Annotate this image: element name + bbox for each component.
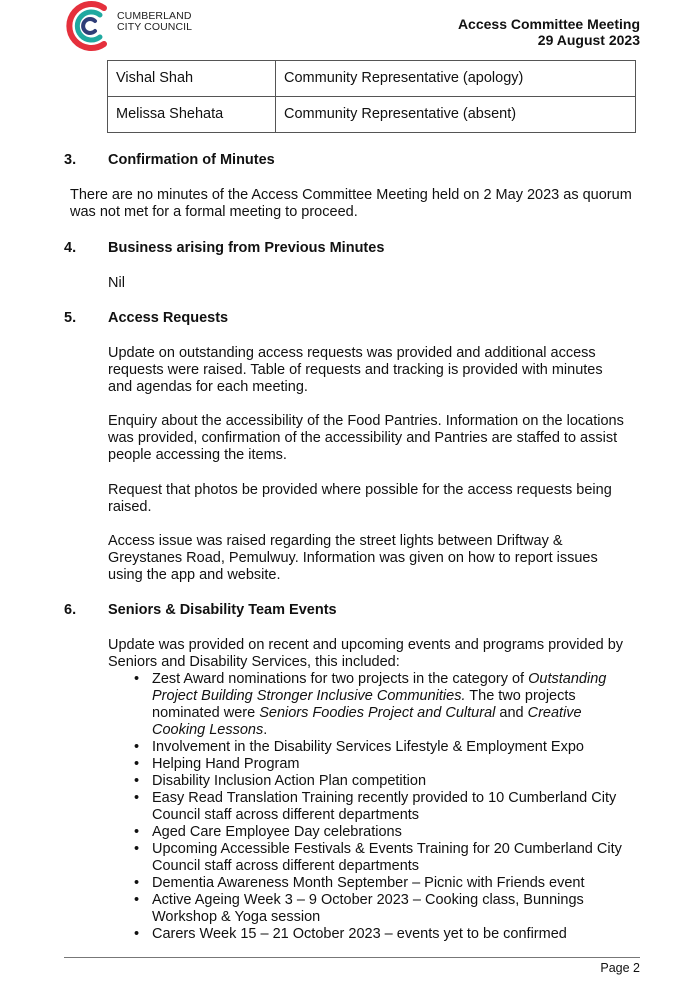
- section-title: Business arising from Previous Minutes: [108, 240, 385, 256]
- section-number: 3.: [64, 152, 77, 168]
- section-3-heading: [64, 152, 664, 169]
- section-number: 4.: [64, 240, 77, 256]
- list-item: • Disability Inclusion Action Plan competition: [134, 773, 427, 789]
- member-role: Community Representative (absent): [276, 97, 636, 133]
- meeting-title: Access Committee Meeting: [457, 16, 640, 32]
- list-item: • Upcoming Accessible Festivals & Events Training for 20 Cumberland City Council staff across different departments: [134, 841, 622, 874]
- section-title: Seniors & Disability Team Events: [108, 602, 337, 618]
- section-title: Confirmation of Minutes: [108, 152, 275, 168]
- bullet-icon: •: [134, 773, 140, 789]
- section-4-body: Nil: [108, 275, 125, 291]
- bullet-icon: •: [134, 824, 140, 840]
- events-intro: Update was provided on recent and upcoming events and programs provided by Seniors and Disability Services, this included:: [108, 637, 624, 670]
- bullet-icon: •: [134, 875, 140, 891]
- member-name: Vishal Shah: [108, 61, 276, 97]
- table-row: [108, 61, 636, 97]
- council-name-line1: CUMBERLAND: [117, 10, 192, 22]
- list-item: • Helping Hand Program: [134, 756, 300, 772]
- section-number: 5.: [64, 310, 77, 326]
- member-role: Community Representative (apology): [276, 61, 636, 97]
- council-logo-icon: [64, 0, 112, 52]
- bullet-icon: •: [134, 790, 140, 806]
- list-item: • Easy Read Translation Training recently provided to 10 Cumberland City Council staff across different departments: [134, 790, 617, 823]
- section-title: Access Requests: [108, 310, 229, 326]
- page-header: [0, 0, 682, 56]
- bullet-icon: •: [134, 756, 140, 772]
- access-requests-para-1: Update on outstanding access requests was provided and additional access requests were raised. Table of requests and tracking is provided with minutes and agendas for each meeting.: [108, 345, 603, 395]
- footer-divider: [64, 957, 640, 958]
- section-4-heading: [64, 240, 664, 257]
- access-requests-para-4: Access issue was raised regarding the street lights between Driftway & Greystanes Road, Pemulwuy. Information was given on how to report issues using the app and website.: [108, 533, 598, 583]
- list-item: • Involvement in the Disability Services Lifestyle & Employment Expo: [134, 739, 584, 755]
- council-name: [117, 11, 192, 33]
- meeting-info: [458, 16, 640, 48]
- meeting-date: 29 August 2023: [537, 32, 640, 48]
- section-5-heading: [64, 310, 664, 327]
- access-requests-para-2: Enquiry about the accessibility of the Food Pantries. Information on the locations was provided, confirmation of the accessibility and Pantries are staffed to assist people accessing the items.: [108, 413, 624, 463]
- bullet-icon: •: [134, 739, 140, 755]
- list-item: • Carers Week 15 – 21 October 2023 – events yet to be confirmed: [134, 926, 567, 942]
- list-item: • Zest Award nominations for two projects in the category of Outstanding Project Building Stronger Inclusive Communities. The two projects nominated were Seniors Foodies Project and Cultural and Creative Cooking Lessons.: [134, 671, 607, 738]
- events-list: [108, 671, 628, 943]
- attendance-table: [107, 60, 636, 133]
- access-requests-para-3: Request that photos be provided where possible for the access requests being raised.: [108, 482, 612, 515]
- list-item: • Active Ageing Week 3 – 9 October 2023 – Cooking class, Bunnings Workshop & Yoga session: [134, 892, 584, 925]
- list-item: • Dementia Awareness Month September – Picnic with Friends event: [134, 875, 585, 891]
- section-number: 6.: [64, 602, 77, 618]
- bullet-icon: •: [134, 926, 140, 942]
- member-name: Melissa Shehata: [108, 97, 276, 133]
- bullet-icon: •: [134, 671, 140, 687]
- council-name-line2: CITY COUNCIL: [117, 21, 193, 33]
- bullet-icon: •: [134, 892, 140, 908]
- page-number: Page 2: [600, 961, 640, 975]
- bullet-icon: •: [134, 841, 140, 857]
- table-row: [108, 97, 636, 133]
- list-item: • Aged Care Employee Day celebrations: [134, 824, 402, 840]
- section-6-heading: [64, 602, 664, 619]
- section-3-body: There are no minutes of the Access Committee Meeting held on 2 May 2023 as quorum was not met for a formal meeting to proceed.: [70, 187, 632, 220]
